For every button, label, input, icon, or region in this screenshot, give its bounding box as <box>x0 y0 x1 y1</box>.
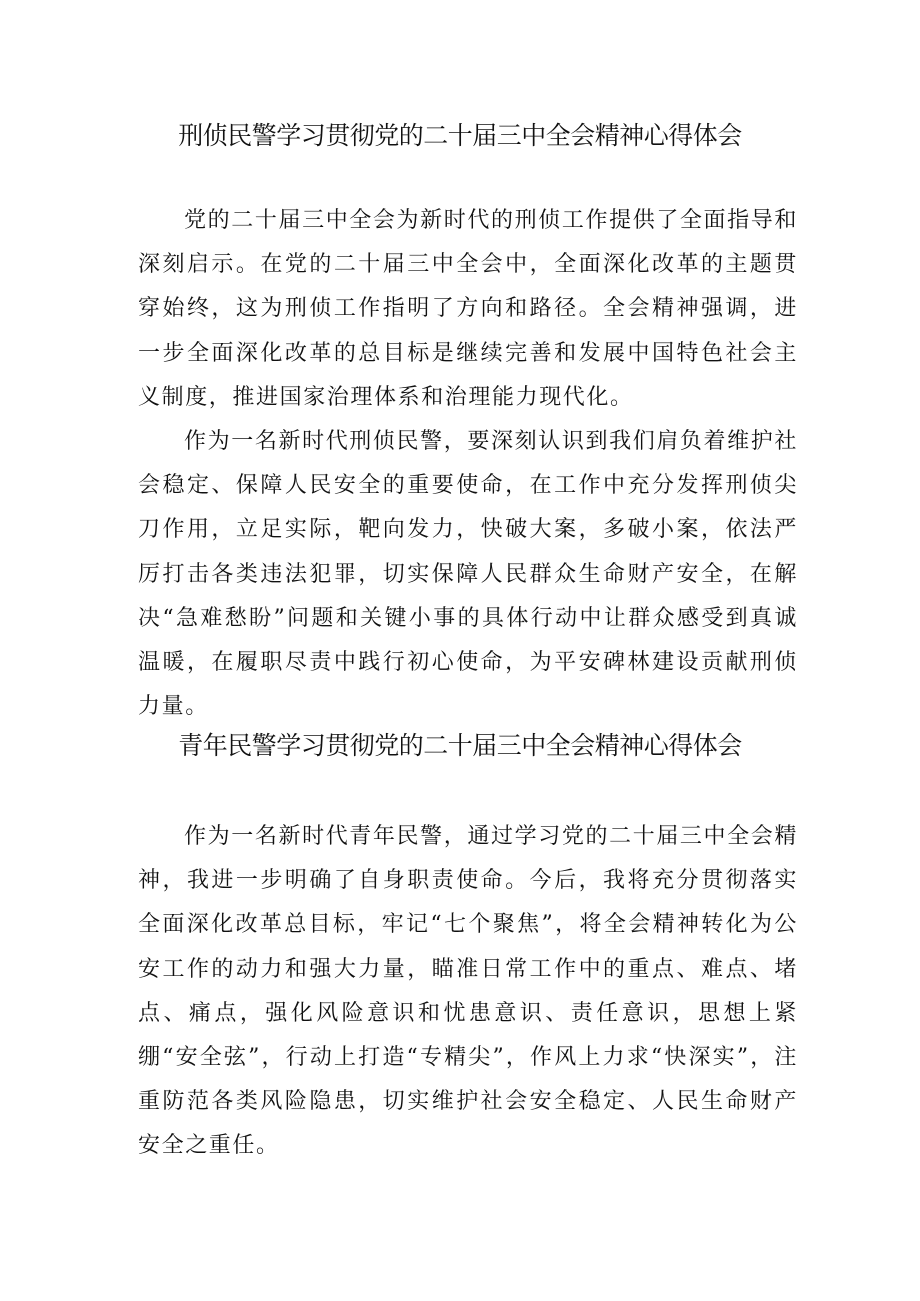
paragraph: 作为一名新时代青年民警，通过学习党的二十届三中全会精神，我进一步明确了自身职责使命。今后，我将充分贯彻落实全面深化改革总目标，牢记“七个聚焦”，将全会精神转化为公安工作的动力和强大力量，瞄准日常工作中的重点、难点、堵点、痛点，强化风险意识和忧患意识、责任意识，思想上紧绷“安全弦”，行动上打造“专精尖”，作风上力求“快深实”，注重防范各类风险隐患，切实维护社会安全稳定、人民生命财产安全之重任。 <box>138 824 798 1159</box>
paragraph: 作为一名新时代刑侦民警，要深刻认识到我们肩负着维护社会稳定、保障人民安全的重要使命，在工作中充分发挥刑侦尖刀作用，立足实际，靶向发力，快破大案，多破小案，依法严厉打击各类违法犯罪，切实保障人民群众生命财产安全，在解决“急难愁盼”问题和关键小事的具体行动中让群众感受到真诚温暖，在履职尽责中践行初心使命，为平安碑林建设贡献刑侦力量。 <box>138 429 798 720</box>
section-title-criminal-investigation: 刑侦民警学习贯彻党的二十届三中全会精神心得体会 <box>178 121 742 150</box>
paragraph: 党的二十届三中全会为新时代的刑侦工作提供了全面指导和深刻启示。在党的二十届三中全会中，全面深化改革的主题贯穿始终，这为刑侦工作指明了方向和路径。全会精神强调，进一步全面深化改革的总目标是继续完善和发展中国特色社会主义制度，推进国家治理体系和治理能力现代化。 <box>138 208 798 410</box>
section-title-young-police: 青年民警学习贯彻党的二十届三中全会精神心得体会 <box>178 731 742 760</box>
